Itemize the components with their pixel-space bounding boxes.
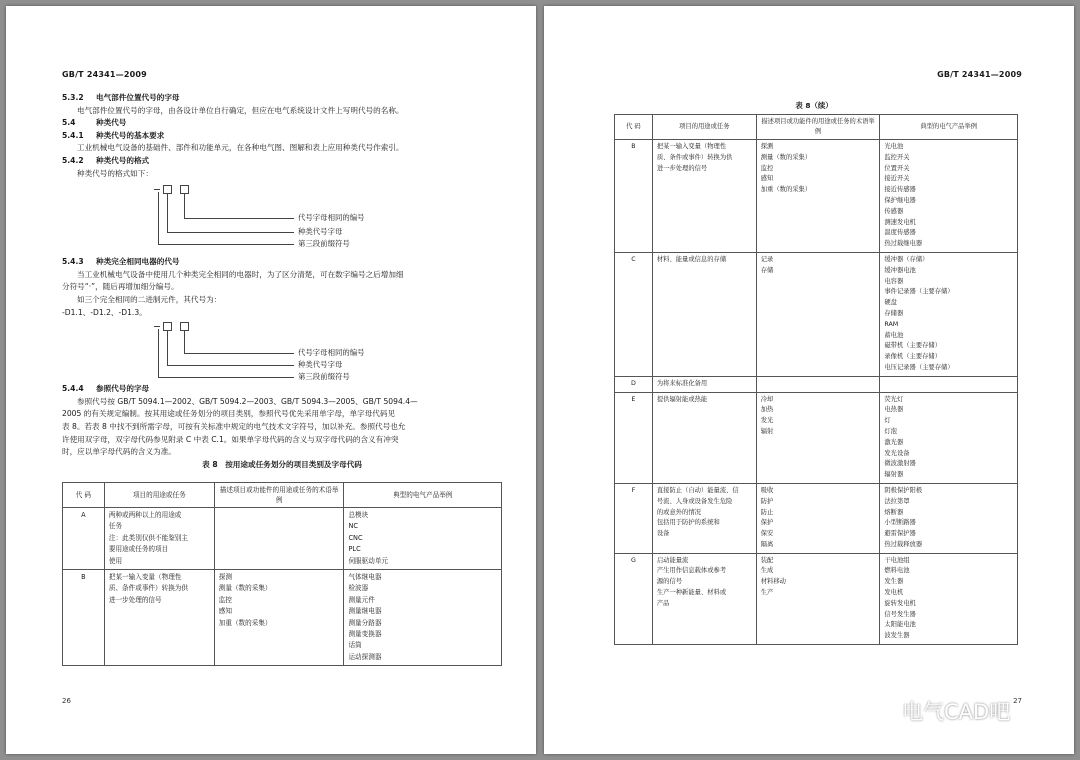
- products-line: 蓄电池: [884, 331, 904, 339]
- section-5-4-4-line-2: 2005 的有关规定编制。按其用途或任务划分的项目类别，参照代号优先采用单字母，单字母代码见: [62, 409, 396, 419]
- cell-products: [880, 553, 1018, 644]
- purpose-line: 的或意外的情况: [656, 508, 701, 516]
- diagram2-label-number: 代号字母相同的编号: [298, 348, 365, 358]
- products-line: 运动探测器: [348, 652, 382, 661]
- section-5-4-4-line-3: 表 8。若表 8 中找不到所需字母，可按有关标准中规定的电气技术文字符号，加以补充。参照代号也允: [62, 421, 406, 431]
- terms-line: 生产: [760, 589, 774, 597]
- table-body: [63, 508, 502, 666]
- terms-line: 加重（数的采集）: [760, 186, 812, 194]
- products-line: 电热器: [884, 406, 904, 414]
- products-line: 存储器: [884, 309, 904, 317]
- purpose-line: 产品: [656, 599, 670, 607]
- cell-code: E: [615, 392, 653, 483]
- terms-line: 加热: [760, 406, 774, 414]
- table-row: [615, 376, 1018, 392]
- cell-products: [880, 392, 1018, 483]
- products-line: 微波激射器: [884, 460, 916, 468]
- products-line: 光电池: [884, 143, 904, 150]
- diagram-label-number: 代号字母相同的编号: [298, 213, 365, 223]
- products-line: 录像机（主要存储）: [884, 353, 942, 361]
- item-category-table-continued: [614, 114, 1018, 645]
- cell-terms: [756, 252, 880, 376]
- products-line: CNC: [348, 533, 363, 542]
- table-body: [615, 140, 1018, 645]
- products-line: 辐射器: [884, 471, 904, 479]
- purpose-line: 直接防止（自动）能量流、信: [656, 486, 739, 494]
- products-line: 荧光灯: [884, 395, 904, 403]
- products-line: 热过载释放器: [884, 540, 923, 548]
- cell-purpose: [652, 553, 756, 644]
- terms-line: 辐射: [760, 427, 774, 435]
- col-header-purpose: 项目的用途或任务: [652, 115, 756, 140]
- cell-purpose: [652, 483, 756, 553]
- products-line: 阴极保护阳极: [884, 486, 923, 494]
- purpose-line: 任务: [108, 522, 123, 531]
- section-5-4-4-line-1: 参照代号按 GB/T 5094.1—2002、GB/T 5094.2—2003、GB/T 5094.3—2005、GB/T 5094.4—: [77, 396, 418, 406]
- products-line: 温度传感器: [884, 229, 916, 237]
- products-line: 波发生器: [884, 632, 910, 640]
- purpose-line: 为将来标准化备用: [656, 379, 708, 387]
- wechat-icon: [866, 699, 896, 723]
- col-header-code: 代 码: [615, 115, 653, 140]
- cell-purpose: [652, 376, 756, 392]
- cell-products: [344, 508, 502, 570]
- products-line: 灯: [884, 417, 891, 425]
- products-line: 硬盘: [884, 299, 897, 307]
- cell-products: [880, 376, 1018, 392]
- purpose-line: 把某一输入变量（物理性: [656, 143, 727, 150]
- section-5-4-4-line-4: 许使用双字母，双字母代码参见附录 C 中表 C.1。如果单字母代码的含义与双字母代码的含义有冲突: [62, 434, 399, 444]
- products-line: 接近传感器: [884, 186, 916, 194]
- terms-line: 测量（数的采集）: [760, 153, 812, 161]
- terms-line: 记录: [760, 255, 774, 263]
- cell-purpose: [104, 570, 214, 666]
- terms-line: 探测: [760, 143, 774, 150]
- products-line: 检波器: [348, 584, 369, 593]
- purpose-line: 材料、能量或信息的存储: [656, 255, 727, 263]
- cell-code: C: [615, 252, 653, 376]
- watermark-text: 电气CAD吧: [902, 700, 1011, 724]
- products-line: 监控开关: [884, 153, 910, 161]
- table-caption-continued: 表 8（续）: [795, 101, 833, 110]
- products-line: 小型断路器: [884, 519, 916, 527]
- code-format-diagram: [154, 180, 502, 252]
- purpose-line: 要用途或任务的项目: [108, 545, 169, 554]
- products-line: 电容器: [884, 277, 904, 285]
- table-row: [615, 483, 1018, 553]
- section-5-4-3-para3: -D1.1、-D1.2、-D1.3。: [62, 307, 147, 317]
- cell-code: F: [615, 483, 653, 553]
- cell-code: B: [63, 570, 105, 666]
- cell-code: A: [63, 508, 105, 570]
- section-5-4-4-line-5: 时，应以单字母代码的含义为准。: [62, 447, 176, 457]
- section-5-4-4-heading: 5.4.4 参照代号的字母: [62, 384, 150, 394]
- cell-terms: [214, 570, 344, 666]
- section-5-4-3-para2: 如三个完全相同的二进制元件，其代号为：: [77, 294, 222, 304]
- purpose-line: 注：此类别仅供不能鉴别主: [108, 533, 188, 542]
- products-line: 缓冲器（存储）: [884, 255, 929, 263]
- terms-line: 防止: [760, 508, 774, 516]
- table-row: [63, 508, 502, 570]
- products-line: 缓冲器电池: [884, 266, 916, 274]
- cell-terms: [756, 483, 880, 553]
- purpose-line: 源的信号: [656, 578, 683, 586]
- section-5-4-1-heading: 5.4.1 种类代号的基本要求: [62, 130, 165, 140]
- terms-line: 发光: [760, 417, 774, 425]
- products-line: 灯泡: [884, 427, 897, 435]
- section-5-4-3-para1b: 分符号“·”，随后再增加细分编号。: [62, 282, 179, 292]
- diagram-label-letter: 种类代号字母: [298, 227, 343, 237]
- purpose-line: 包括用于防护的系统和: [656, 519, 720, 527]
- diagram2-label-letter: 种类代号字母: [298, 360, 343, 370]
- products-line: 激光器: [884, 438, 904, 446]
- diagram-label-prefix: 第三段前缀符号: [298, 239, 350, 249]
- section-5-4-1-para: 工业机械电气设备的基础件、部件和功能单元，在各种电气图、图解和表上应用种类代号作索引。: [77, 143, 404, 153]
- products-line: PLC: [348, 545, 361, 554]
- purpose-line: 号流、人身或设备发生危险: [656, 497, 733, 505]
- col-header-purpose: 项目的用途或任务: [104, 483, 214, 508]
- terms-line: 生成: [760, 567, 774, 575]
- products-line: 测量变换器: [348, 630, 382, 639]
- watermark: [866, 696, 1010, 726]
- products-line: 测量继电器: [348, 607, 382, 616]
- products-line: 话筒: [348, 641, 362, 650]
- products-line: 传感器: [884, 207, 904, 215]
- standard-header: GB/T 24341—2009: [62, 70, 147, 79]
- products-line: 磁带机（主要存储）: [884, 342, 942, 350]
- terms-line: 监控: [760, 164, 774, 172]
- products-line: 燃料电池: [884, 567, 910, 575]
- section-5-3-2-heading: 5.3.2 电气部件位置代号的字母: [62, 93, 180, 102]
- section-5-4-2-para: 种类代号的格式如下：: [77, 168, 153, 178]
- products-line: 保护继电器: [884, 196, 916, 204]
- cell-terms: [756, 392, 880, 483]
- col-header-code: 代 码: [63, 483, 105, 508]
- products-line: 太阳能电池: [884, 621, 916, 629]
- terms-line: 吸收: [760, 486, 774, 494]
- cell-purpose: [104, 508, 214, 570]
- products-line: 信号发生器: [884, 610, 916, 618]
- col-header-terms: 描述项目或功能件的用途或任务的术语举例: [756, 115, 880, 140]
- terms-line: 感知: [760, 175, 774, 183]
- section-5-4-2-heading: 5.4.2 种类代号的格式: [62, 155, 150, 165]
- products-line: 测量元件: [348, 595, 375, 604]
- cell-code: G: [615, 553, 653, 644]
- terms-line: 冷却: [760, 395, 774, 403]
- right-page: [544, 6, 1074, 754]
- products-line: 发光设备: [884, 449, 910, 457]
- products-line: 测速发电机: [884, 218, 916, 226]
- products-line: 电压记录器（主要存储）: [884, 363, 954, 371]
- purpose-line: 进一步处理的信号: [656, 164, 708, 172]
- section-5-4-3-para1a: 当工业机械电气设备中使用几个种类完全相同的电器时，为了区分清楚，可在数字编号之后增加细: [77, 269, 404, 279]
- purpose-line: 设备: [656, 530, 670, 538]
- purpose-line: 质、条件或事件）转换为供: [108, 584, 188, 593]
- cell-purpose: [652, 392, 756, 483]
- products-line: 熔断器: [884, 508, 904, 516]
- terms-line: 监控: [218, 595, 232, 604]
- table-row: [615, 140, 1018, 253]
- left-page-body: [62, 92, 502, 471]
- cell-products: [880, 483, 1018, 553]
- products-line: 伺服驱动单元: [348, 556, 389, 565]
- products-line: 热过载继电器: [884, 240, 923, 248]
- products-line: 位置开关: [884, 164, 910, 172]
- cell-terms: [756, 376, 880, 392]
- terms-line: 材料移动: [760, 578, 786, 586]
- cell-products: [344, 570, 502, 666]
- products-line: 发生器: [884, 578, 904, 586]
- page-number: 26: [62, 697, 71, 705]
- cell-code: B: [615, 140, 653, 253]
- section-5-4-heading: 5.4 种类代号: [62, 118, 127, 128]
- purpose-line: 使用: [108, 556, 123, 565]
- section-5-4-3-heading: 5.4.3 种类完全相同电器的代号: [62, 257, 180, 267]
- section-5-3-2-para: 电气部件位置代号的字母，由各设计单位自行确定，但应在电气系统设计文件上写明代号的名称。: [77, 105, 404, 115]
- col-header-products: 典型的电气产品举例: [344, 483, 502, 508]
- products-line: RAM: [884, 320, 899, 328]
- standard-header: GB/T 24341—2009: [937, 70, 1022, 79]
- table-row: [63, 570, 502, 666]
- purpose-line: 提供辐射能或热能: [656, 395, 708, 403]
- terms-line: 保安: [760, 530, 774, 538]
- left-page: [6, 6, 536, 754]
- products-line: 气体继电器: [348, 573, 382, 582]
- cell-code: D: [615, 376, 653, 392]
- products-line: NC: [348, 522, 358, 531]
- purpose-line: 两种或两种以上的用途或: [108, 511, 182, 519]
- terms-line: 测量（数的采集）: [218, 584, 272, 593]
- purpose-line: 把某一输入变量（物理性: [108, 573, 182, 582]
- terms-line: 存储: [760, 266, 774, 274]
- purpose-line: 生产一种新能量、材料或: [656, 589, 727, 597]
- cell-terms: [756, 140, 880, 253]
- table-row: [615, 392, 1018, 483]
- code-format-diagram-2: [154, 321, 502, 383]
- cell-products: [880, 140, 1018, 253]
- products-line: 法拉第罩: [884, 497, 910, 505]
- products-line: 干电池组: [884, 556, 910, 564]
- terms-line: 装配: [760, 556, 774, 564]
- terms-line: 隔离: [760, 540, 774, 548]
- col-header-terms: 描述项目或功能件的用途或任务的术语举例: [214, 483, 344, 508]
- products-line: 避雷保护器: [884, 530, 916, 538]
- item-category-table: [62, 482, 502, 666]
- cell-purpose: [652, 252, 756, 376]
- terms-line: 探测: [218, 573, 232, 582]
- cell-terms: [214, 508, 344, 570]
- purpose-line: 启动能量流: [656, 556, 689, 564]
- products-line: 接近开关: [884, 175, 910, 183]
- diagram2-label-prefix: 第三段前缀符号: [298, 372, 350, 382]
- terms-line: 加重（数的采集）: [218, 618, 272, 627]
- products-line: 发电机: [884, 589, 904, 597]
- table-row: [615, 252, 1018, 376]
- table-row: [615, 553, 1018, 644]
- purpose-line: 进一步处理的信号: [108, 595, 162, 604]
- products-line: 测量分路器: [348, 618, 382, 627]
- products-line: 旋转发电机: [884, 599, 916, 607]
- cell-terms: [756, 553, 880, 644]
- terms-line: 感知: [218, 607, 232, 616]
- page-number: 27: [1013, 697, 1022, 705]
- products-line: 总模块: [348, 511, 369, 519]
- col-header-products: 典型的电气产品举例: [880, 115, 1018, 140]
- products-line: 事件记录器（主要存储）: [884, 288, 954, 296]
- purpose-line: 产生用作信息载体或参考: [656, 567, 727, 575]
- purpose-line: 质、条件或事件）转换为供: [656, 153, 733, 161]
- terms-line: 保护: [760, 519, 774, 527]
- terms-line: 防护: [760, 497, 774, 505]
- table-caption: 表 8 按用途或任务划分的项目类别及字母代码: [202, 459, 362, 469]
- cell-purpose: [652, 140, 756, 253]
- cell-products: [880, 252, 1018, 376]
